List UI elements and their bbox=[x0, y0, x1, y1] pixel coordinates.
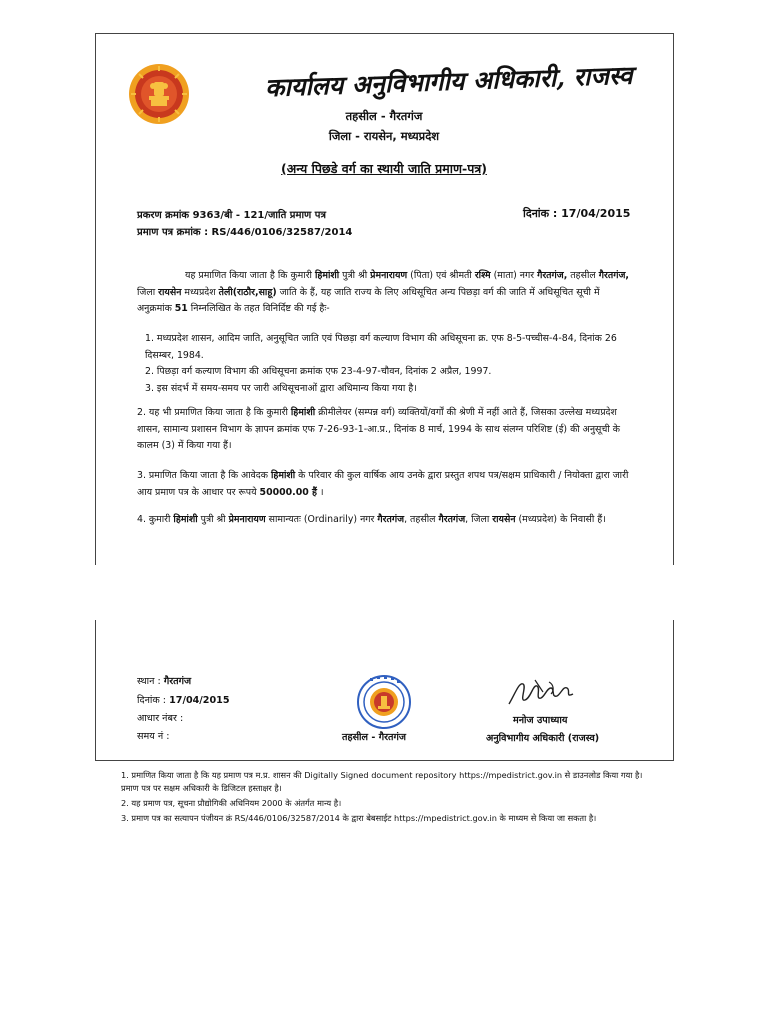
date-line: दिनांक : 17/04/2015 bbox=[137, 695, 230, 706]
aadhaar-line: आधार नंबर : bbox=[137, 713, 184, 724]
office-title: कार्यालय अनुविभागीय अधिकारी, राजस्व bbox=[264, 60, 633, 103]
certification-paragraph-4: 4. कुमारी हिमांशी पुत्री श्री प्रेमनारायण सामान्यतः (Ordinarily) नगर गैरतगंज, तहसील गैरतगंज, जिला रायसेन (मध्यप्रदेश) के निवासी हैं। bbox=[137, 514, 606, 525]
certification-paragraph-2: 2. यह भी प्रमाणित किया जाता है कि कुमारी हिमांशी क्रीमीलेयर (सम्पन्न वर्ग) व्यक्तियों/वर्गों की श्रेणी में नहीं आते हैं, जिसका उल्लेख मध्यप्रदेश शासन, सामान्य प्रशासन विभाग के ज्ञापन क्रमांक एफ 7-26-93-1-आ.प्र., दिनांक 8 मार्च, 1994 के साथ संलग्न परिशिष्ट (ई) की अनुसूची के कालम (3) में किया गया हैं। bbox=[137, 407, 620, 451]
tehsil-name: गैरतगंज, bbox=[598, 270, 629, 281]
certification-paragraph-3: 3. प्रमाणित किया जाता है कि आवेदक हिमांशी के परिवार की कुल वार्षिक आय उनके द्वारा प्रस्तुत शपथ पत्र/सक्षम प्राधिकारी / नियोक्ता द्वारा जारी आय प्रमाण पत्र के आधार पर रूपये 50000.00 हैं । bbox=[137, 470, 629, 498]
place-value: गैरतगंज bbox=[163, 676, 192, 687]
list-item: 1. मध्यप्रदेश शासन, आदिम जाति, अनुसूचित जाति एवं पिछड़ा वर्ग कल्याण विभाग की अधिसूचना क्र. एफ 8-5-पच्चीस-4-84, दिनांक 26 दिसम्बर, 1984. bbox=[145, 333, 617, 361]
place-line: स्थान : गैरतगंज bbox=[137, 676, 192, 687]
seal-caption: तहसील - गैरतगंज bbox=[342, 732, 407, 743]
officer-designation: अनुविभागीय अधिकारी (राजस्व) bbox=[486, 733, 600, 744]
officer-signature-icon bbox=[505, 674, 577, 710]
applicant-name: हिमांशी bbox=[290, 407, 316, 418]
tehsil-seal-icon bbox=[356, 674, 412, 730]
list-item: 3. इस संदर्भ में समय-समय पर जारी अधिसूचनाओं द्वारा अधिमान्य किया गया है। bbox=[145, 382, 417, 394]
caste-name: तेली(राठौर,साहू) bbox=[218, 286, 277, 298]
footnote-2: 2. यह प्रमाण पत्र, सूचना प्रौद्योगिकी अधिनियम 2000 के अंतर्गत मान्य है। bbox=[121, 798, 342, 808]
district-heading: जिला - रायसेन, मध्यप्रदेश bbox=[328, 129, 440, 143]
father-name: प्रेमनारायण bbox=[370, 270, 408, 281]
applicant-name: हिमांशी bbox=[270, 470, 296, 481]
certification-paragraph-1: यह प्रमाणित किया जाता है कि कुमारी हिमांशी पुत्री श्री प्रेमनारायण (पिता) एवं श्रीमती रश्मि (माता) नगर गैरतगंज, तहसील गैरतगंज, जिला रायसेन मध्यप्रदेश तेली(राठौर,साहू) जाति के हैं, यह जाति राज्य के लिए अधिसूचित अन्य पिछड़ा वर्ग की जाति में अधिसूचित सूची में अनुक्रमांक 51 निम्नलिखित के तहत विनिर्दिष्ट की गई हैः- bbox=[137, 270, 629, 314]
district-name: रायसेन bbox=[158, 286, 182, 298]
tehsil-heading: तहसील - गैरतगंज bbox=[345, 109, 423, 123]
notification-list bbox=[137, 331, 632, 397]
footnote-3: 3. प्रमाण पत्र का सत्यापन पंजीयन क्रं RS/446/0106/32587/2014 के द्वारा बेबसाईट https://mpedistrict.gov.in के माध्यम से किया जा सकता है। bbox=[121, 813, 597, 823]
mother-name: रश्मि bbox=[474, 270, 491, 281]
applicant-name: हिमांशी bbox=[314, 270, 340, 281]
town-name: गैरतगंज, bbox=[537, 270, 568, 281]
serial-number: 51 bbox=[174, 303, 188, 314]
certificate-number: प्रमाण पत्र क्रमांक : RS/446/0106/32587/2014 bbox=[137, 227, 353, 238]
father-name: प्रेमनारायण bbox=[228, 514, 266, 525]
district-name: रायसेन bbox=[492, 514, 516, 525]
time-line: समय नं : bbox=[137, 731, 170, 742]
income-amount: 50000.00 हैं bbox=[259, 486, 318, 498]
applicant-name: हिमांशी bbox=[173, 514, 198, 525]
case-number: प्रकरण क्रमांक 9363/बी - 121/जाति प्रमाण पत्र bbox=[137, 210, 326, 221]
issue-date: दिनांक : 17/04/2015 bbox=[523, 207, 631, 220]
tehsil-name: गैरतगंज bbox=[438, 514, 466, 525]
date-value: 17/04/2015 bbox=[169, 695, 230, 706]
officer-name: मनोज उपाध्याय bbox=[513, 715, 568, 726]
list-item: 2. पिछड़ा वर्ग कल्याण विभाग की अधिसूचना क्रमांक एफ 23-4-97-चौवन, दिनांक 2 अप्रैल, 1997. bbox=[145, 366, 492, 377]
certificate-title: (अन्य पिछडे वर्ग का स्थायी जाति प्रमाण-पत्र) bbox=[281, 161, 487, 176]
footnote-1: 1. प्रमाणित किया जाता है कि यह प्रमाण पत्र म.प्र. शासन की Digitally Signed document repository https://mpedistrict.gov.in से डाउनलोड किया गया है। प्रमाण पत्र पर सक्षम अधिकारी के डिजिटल हस्ताक्षर है। bbox=[121, 770, 643, 793]
town-name: गैरतगंज bbox=[377, 514, 405, 525]
